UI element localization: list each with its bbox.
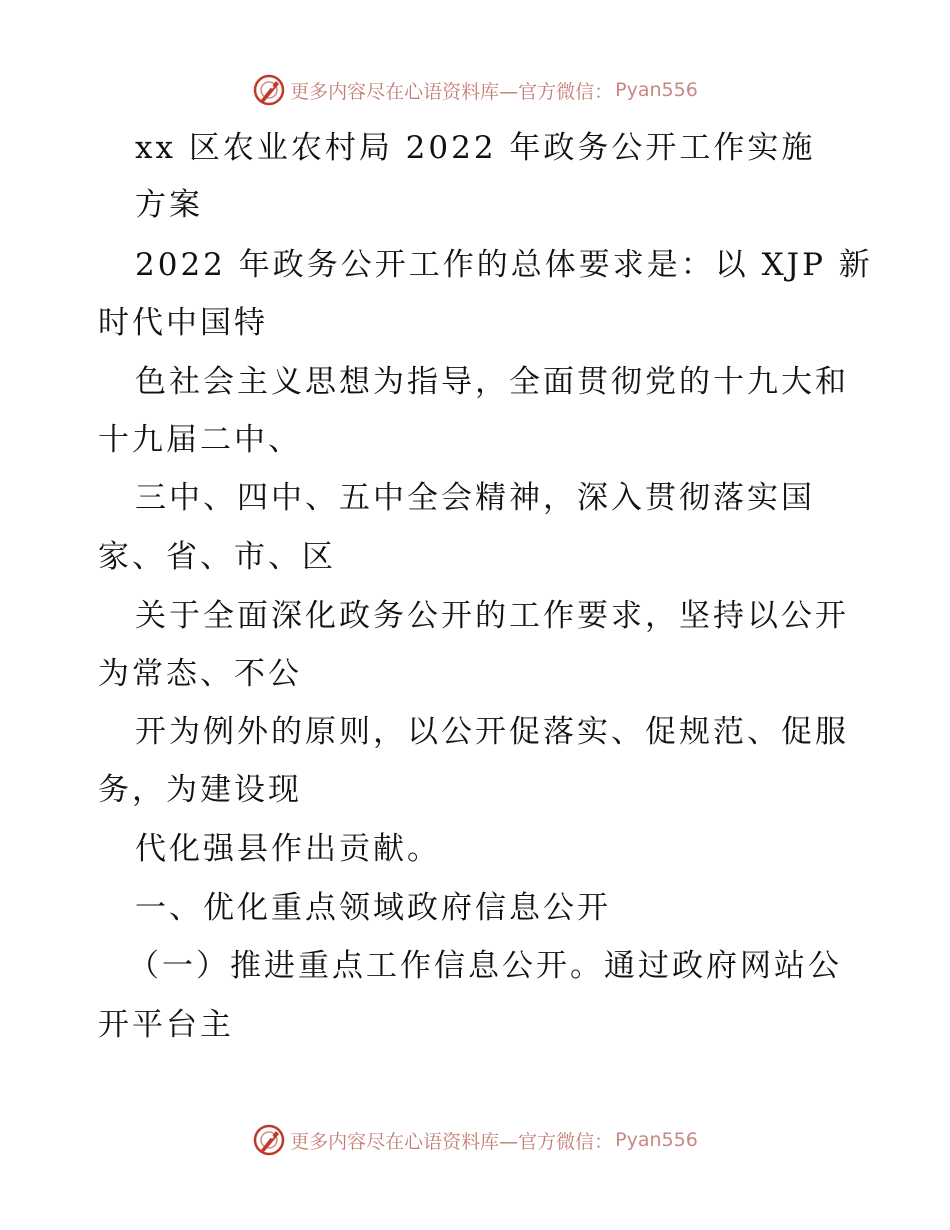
paragraph-line: （一）推进重点工作信息公开。通过政府网站公	[128, 948, 842, 984]
pen-nib-icon	[252, 1123, 286, 1157]
watermark-text: 更多内容尽在心语资料库—官方微信：	[290, 80, 614, 103]
paragraph-line: 务，为建设现	[98, 772, 302, 808]
paragraph-line: 三中、四中、五中全会精神，深入贯彻落实国	[135, 480, 815, 516]
watermark-id: Pyan556	[615, 79, 698, 101]
title-line-2: 方案	[135, 187, 203, 223]
watermark-footer	[0, 1120, 950, 1160]
paragraph-line: 2022 年政务公开工作的总体要求是：以 XJP 新	[135, 247, 873, 283]
pen-nib-icon	[252, 73, 286, 107]
paragraph-line: 家、省、市、区	[98, 539, 336, 575]
paragraph-line: 关于全面深化政务公开的工作要求，坚持以公开	[135, 598, 849, 634]
watermark-id: Pyan556	[615, 1129, 698, 1151]
watermark-header	[0, 70, 950, 110]
paragraph-line: 色社会主义思想为指导，全面贯彻党的十九大和	[135, 364, 849, 400]
watermark-text: 更多内容尽在心语资料库—官方微信：	[290, 1130, 614, 1153]
title-line-1: xx 区农业农村局 2022 年政务公开工作实施	[135, 130, 816, 166]
paragraph-line: 为常态、不公	[98, 656, 302, 692]
paragraph-line: 开为例外的原则，以公开促落实、促规范、促服	[135, 714, 849, 750]
section-heading: 一、优化重点领域政府信息公开	[135, 890, 611, 926]
paragraph-line: 开平台主	[98, 1007, 234, 1043]
paragraph-line: 时代中国特	[98, 305, 268, 341]
paragraph-line: 十九届二中、	[98, 422, 302, 458]
paragraph-line: 代化强县作出贡献。	[135, 831, 441, 867]
